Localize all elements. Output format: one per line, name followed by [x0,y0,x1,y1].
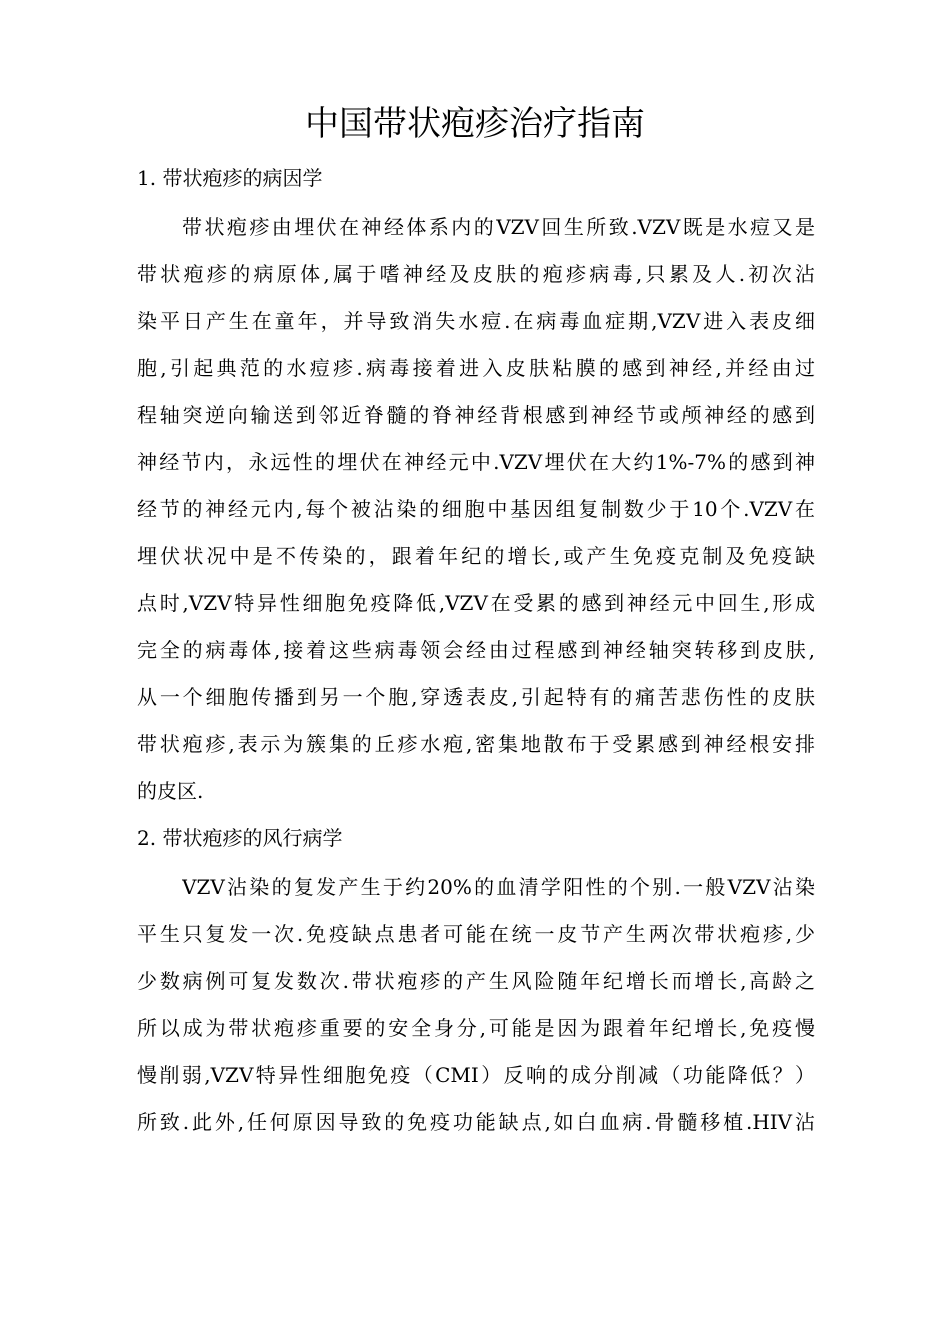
paragraph-line: VZV沾染的复发产生于约20%的血清学阳性的个别.一般VZV沾染 [182,875,815,899]
paragraph-line: 带状疱疹,表示为簇集的丘疹水疱,密集地散布于受累感到神经根安排 [137,732,815,756]
paragraph-line: 的皮区. [137,779,204,803]
paragraph-line: 程轴突逆向输送到邻近脊髓的脊神经背根感到神经节或颅神经的感到 [137,403,815,427]
paragraph-line: 带状疱疹由埋伏在神经体系内的VZV回生所致.VZV既是水痘又是 [182,215,815,239]
paragraph-line: 慢削弱,VZV特异性细胞免疫（CMI）反响的成分削减（功能降低？） [137,1063,815,1087]
paragraph-line: 经节的神经元内,每个被沾染的细胞中基因组复制数少于10个.VZV在 [137,497,815,521]
paragraph-line: 埋伏状况中是不传染的，跟着年纪的增长,或产生免疫克制及免疫缺 [137,544,815,568]
paragraph-line: 从一个细胞传播到另一个胞,穿透表皮,引起特有的痛苦悲伤性的皮肤 [137,685,815,709]
paragraph-line: 染平日产生在童年，并导致消失水痘.在病毒血症期,VZV进入表皮细 [137,309,815,333]
paragraph-line: 少数病例可复发数次.带状疱疹的产生风险随年纪增长而增长,高龄之 [137,969,815,993]
section-heading: 2. 带状疱疹的风行病学 [137,826,343,850]
paragraph-line: 完全的病毒体,接着这些病毒领会经由过程感到神经轴突转移到皮肤, [137,638,815,662]
section-heading: 1. 带状疱疹的病因学 [137,166,323,190]
paragraph-line: 神经节内，永远性的埋伏在神经元中.VZV埋伏在大约1%-7%的感到神 [137,450,815,474]
paragraph-line: 平生只复发一次.免疫缺点患者可能在统一皮节产生两次带状疱疹,少 [137,922,815,946]
paragraph-line: 点时,VZV特异性细胞免疫降低,VZV在受累的感到神经元中回生,形成 [137,591,815,615]
paragraph-line: 带状疱疹的病原体,属于嗜神经及皮肤的疱疹病毒,只累及人.初次沾 [137,262,815,286]
paragraph-line: 所致.此外,任何原因导致的免疫功能缺点,如白血病.骨髓移植.HIV沾 [137,1110,815,1134]
paragraph-line: 所以成为带状疱疹重要的安全身分,可能是因为跟着年纪增长,免疫慢 [137,1016,815,1040]
document-title: 中国带状疱疹治疗指南 [305,104,645,144]
paragraph-line: 胞,引起典范的水痘疹.病毒接着进入皮肤粘膜的感到神经,并经由过 [137,356,815,380]
